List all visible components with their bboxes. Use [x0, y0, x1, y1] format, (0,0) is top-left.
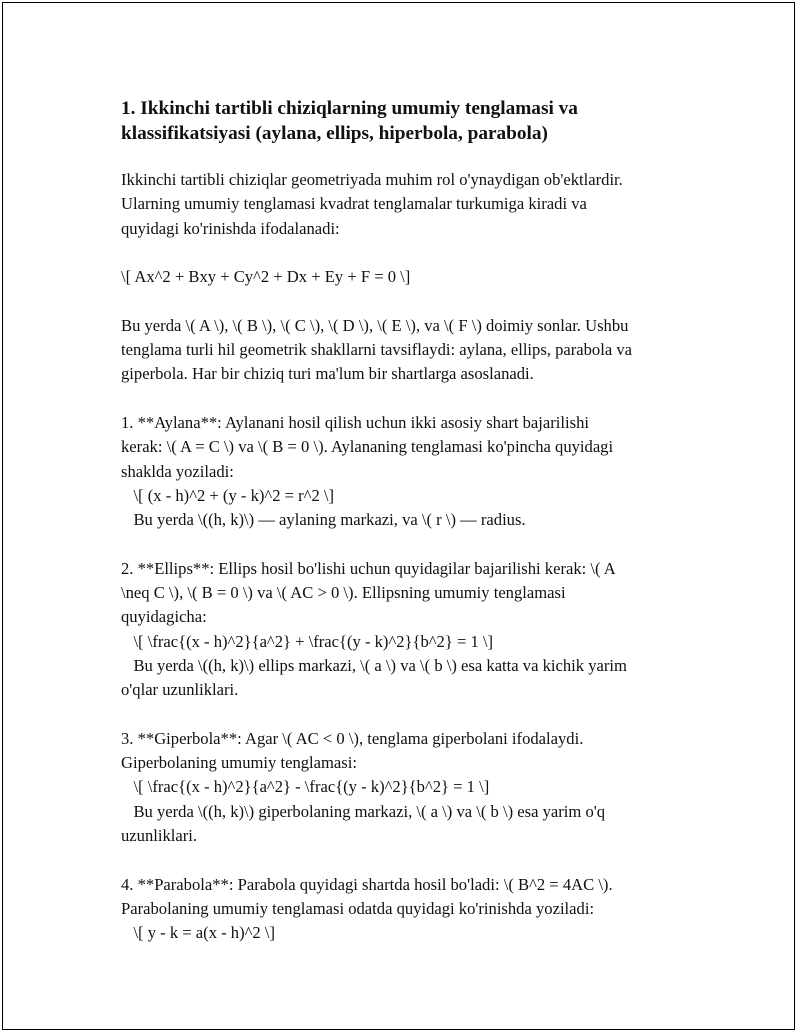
text-line: \[ Ax^2 + Bxy + Cy^2 + Dx + Ey + F = 0 \] — [121, 267, 411, 287]
document-title — [121, 96, 691, 146]
text-line: 3. **Giperbola**: Agar \( AC < 0 \), tenglama giperbolani ifodalaydi. — [121, 728, 584, 748]
text-line: 1. **Aylana**: Aylanani hosil qilish uchun ikki asosiy shart bajarilishi — [121, 412, 589, 432]
document-body — [121, 168, 691, 946]
document-content — [121, 96, 691, 946]
blank-line — [121, 703, 691, 727]
text-line: Parabolaning umumiy tenglamasi odatda quyidagi ko'rinishda yoziladi: — [121, 898, 595, 918]
text-line: o'qlar uzunliklari. — [121, 680, 239, 700]
title-line: klassifikatsiyasi (aylana, ellips, hiperbola, parabola) — [121, 123, 548, 144]
text-line: uzunliklari. — [121, 826, 198, 846]
blank-line — [121, 848, 691, 872]
title-line: 1. Ikkinchi tartibli chiziqlarning umumiy tenglamasi va — [121, 98, 578, 119]
text-line: quyidagicha: — [121, 607, 207, 627]
text-line: Bu yerda \((h, k)\) — aylaning markazi, va \( r \) — radius. — [121, 510, 526, 530]
text-line: Bu yerda \((h, k)\) giperbolaning markazi, \( a \) va \( b \) esa yarim o'q — [121, 801, 606, 821]
page-frame — [2, 2, 795, 1030]
text-line: kerak: \( A = C \) va \( B = 0 \). Aylananing tenglamasi ko'pincha quyidagi — [121, 437, 614, 457]
text-line: 2. **Ellips**: Ellips hosil bo'lishi uchun quyidagilar bajarilishi kerak: \( A — [121, 558, 616, 578]
text-line: \[ y - k = a(x - h)^2 \] — [121, 923, 276, 943]
text-line: Ikkinchi tartibli chiziqlar geometriyada muhim rol o'ynaydigan ob'ektlardir. — [121, 170, 623, 189]
text-line: Bu yerda \( A \), \( B \), \( C \), \( D \), \( E \), va \( F \) doimiy sonlar. Ushbu — [121, 315, 629, 335]
text-line: 4. **Parabola**: Parabola quyidagi shartda hosil bo'ladi: \( B^2 = 4AC \). — [121, 874, 613, 894]
text-line: quyidagi ko'rinishda ifodalanadi: — [121, 218, 340, 238]
blank-line — [121, 289, 691, 313]
text-line: \[ (x - h)^2 + (y - k)^2 = r^2 \] — [121, 485, 335, 505]
text-line: \[ \frac{(x - h)^2}{a^2} - \frac{(y - k)^2}{b^2} = 1 \] — [121, 777, 490, 797]
text-line: Bu yerda \((h, k)\) ellips markazi, \( a \) va \( b \) esa katta va kichik yarim — [121, 655, 627, 675]
blank-line — [121, 387, 691, 411]
text-line: Ularning umumiy tenglamasi kvadrat tenglamalar turkumiga kiradi va — [121, 194, 587, 214]
text-line: Giperbolaning umumiy tenglamasi: — [121, 753, 357, 773]
text-line: giperbola. Har bir chiziq turi ma'lum bir shartlarga asoslanadi. — [121, 364, 534, 384]
text-line: \neq C \), \( B = 0 \) va \( AC > 0 \). Ellipsning umumiy tenglamasi — [121, 583, 566, 603]
blank-line — [121, 532, 691, 556]
text-line: \[ \frac{(x - h)^2}{a^2} + \frac{(y - k)^2}{b^2} = 1 \] — [121, 631, 494, 651]
blank-line — [121, 241, 691, 265]
text-line: shaklda yoziladi: — [121, 461, 234, 481]
text-line: tenglama turli hil geometrik shakllarni tavsiflaydi: aylana, ellips, parabola va — [121, 340, 633, 360]
